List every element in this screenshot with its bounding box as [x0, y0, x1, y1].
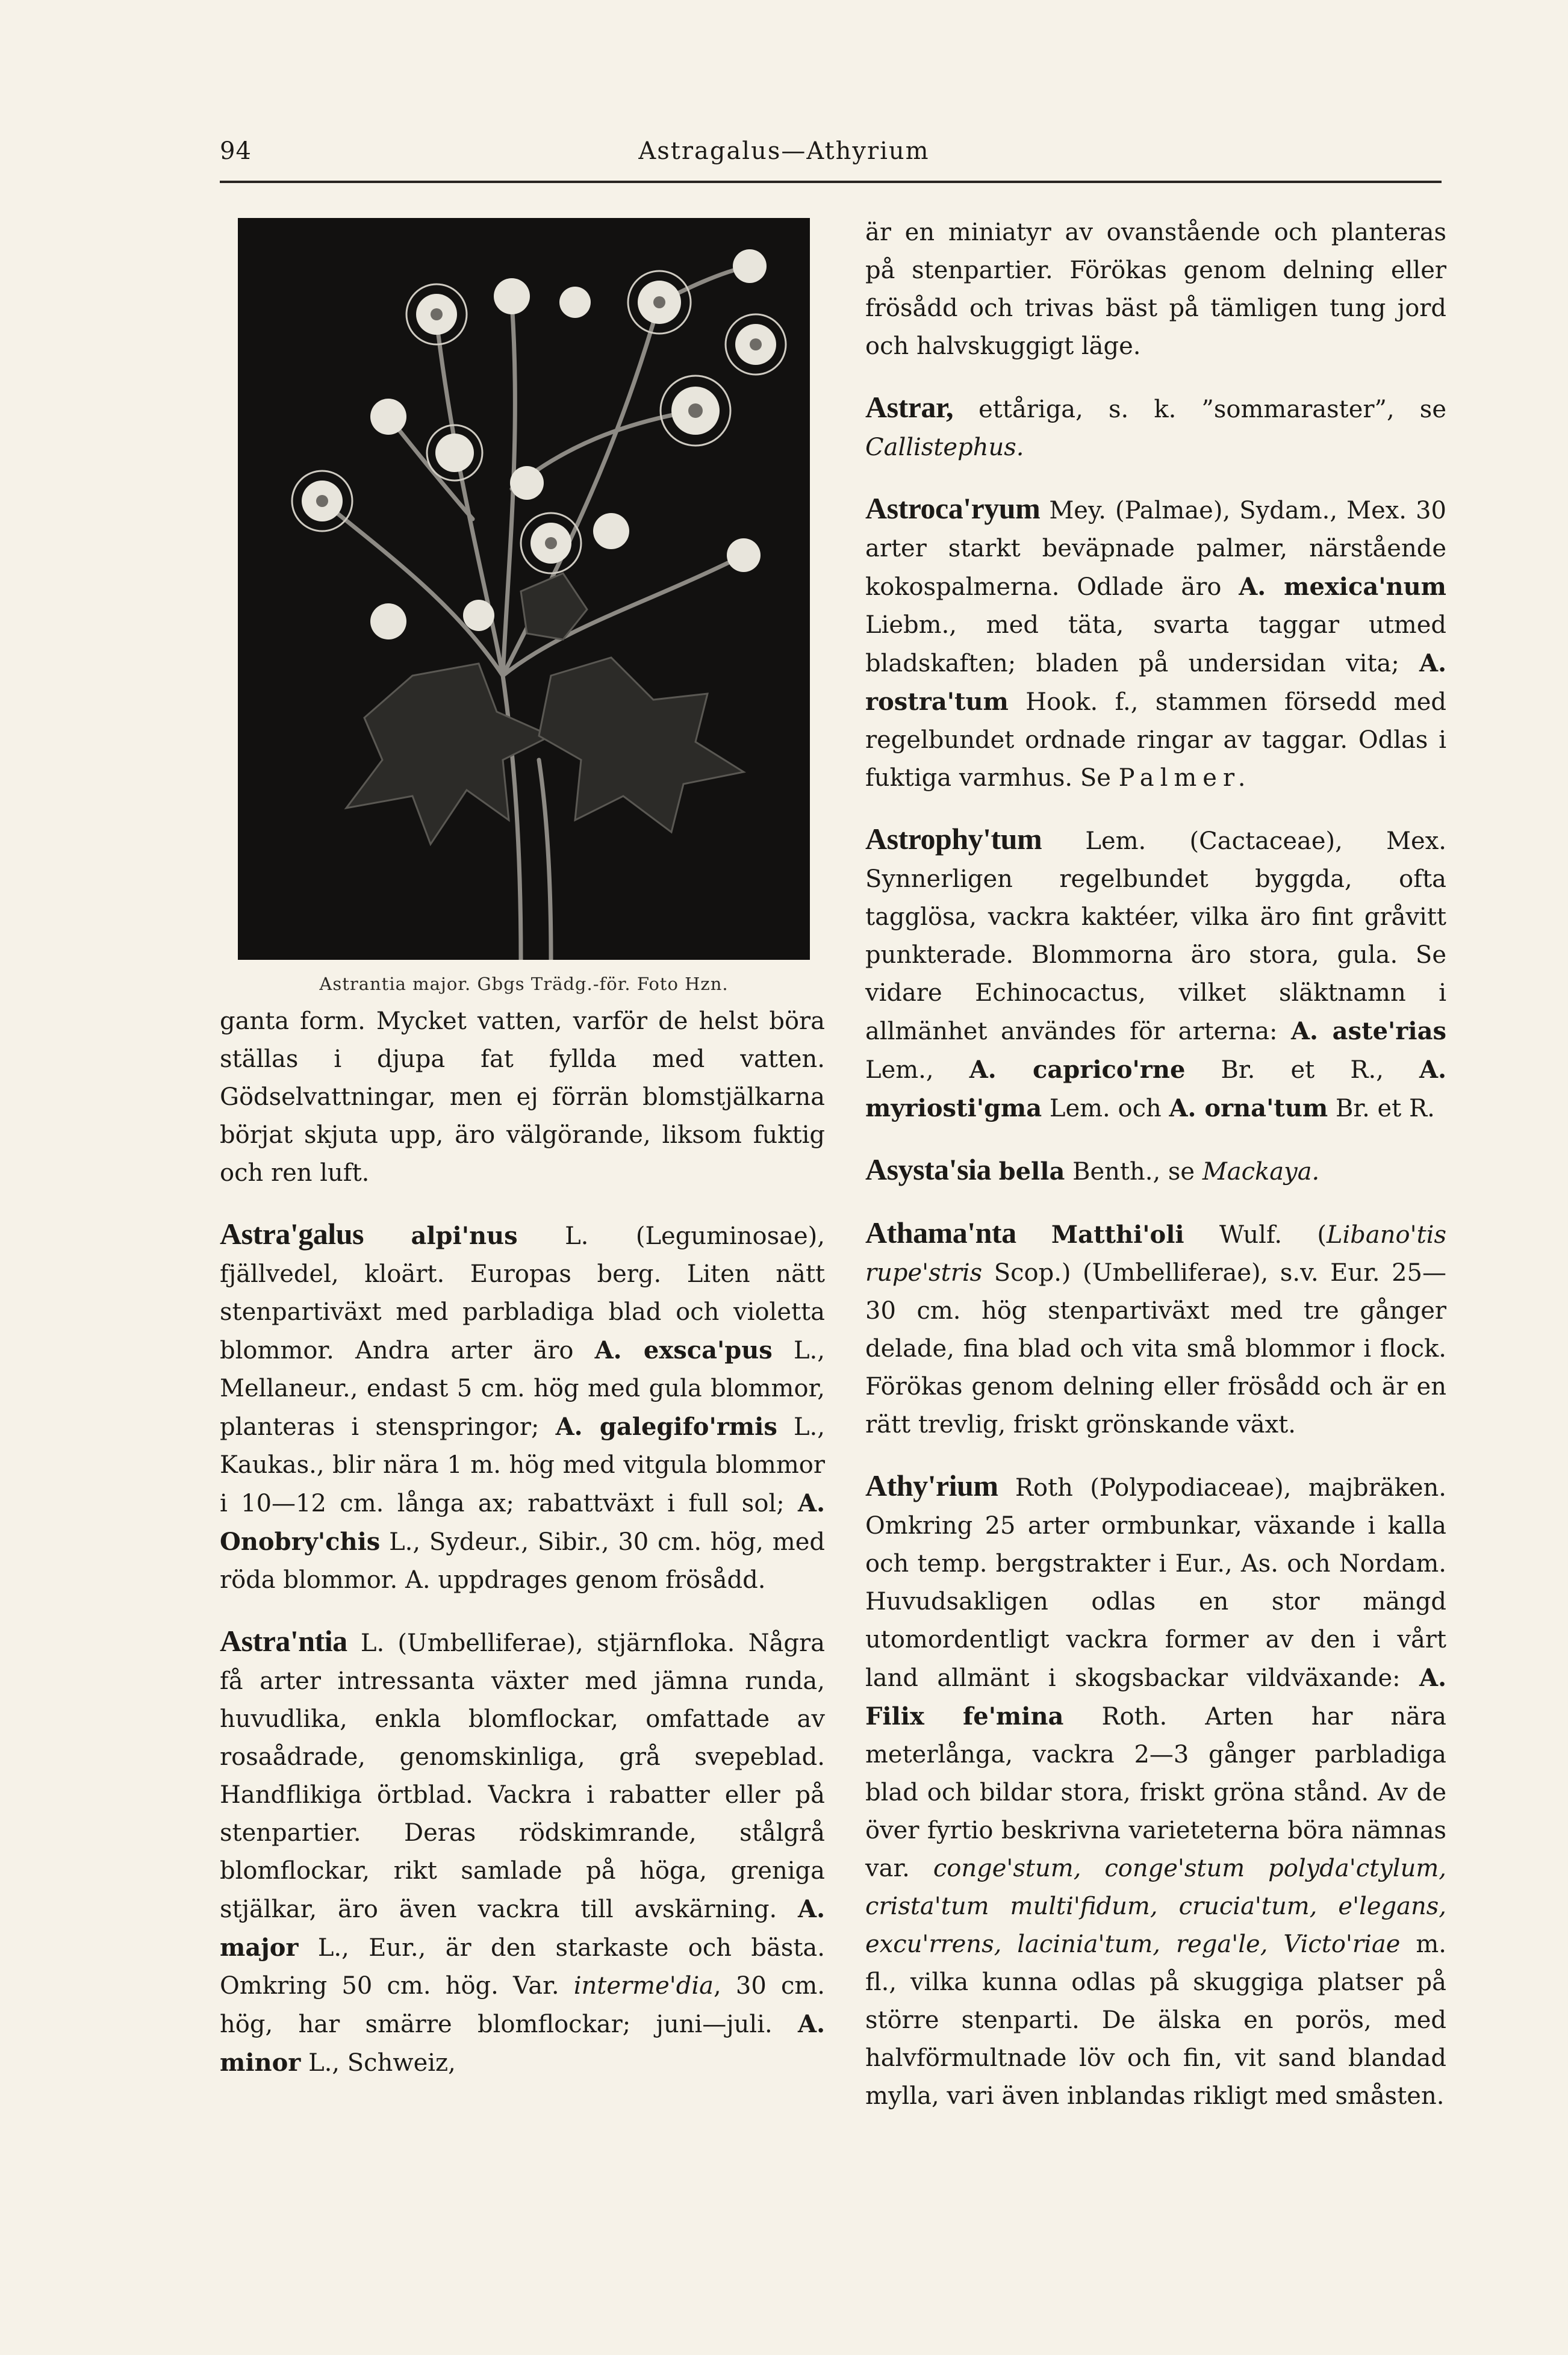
species-name: A. Filix fe'mina: [865, 1664, 1446, 1731]
continued-paragraph: ganta form. Mycket vatten, varför de helst böra ställas i djupa fat fyllda med vatten. Gödselvattningar, men ej förrän blomstjälkarna börjat skjuta upp, äro välgörande, liksom fuktig och ren luft.: [220, 1007, 825, 1187]
entry-astrantia: [220, 1622, 825, 2082]
variety-name: interme'dia: [573, 1972, 714, 2000]
species-name: Matthi'oli: [1051, 1221, 1184, 1249]
entry-astrophytum: [865, 820, 1446, 1128]
entry-text: Roth. Arten har nära meterlånga, vackra 2—3 gånger parbladiga blad och bildar stora, friskt gröna stånd. Av de över fyrtio beskrivna varieteterna böra nämnas var.: [865, 1703, 1447, 1882]
species-name: A. galegifo'rmis: [555, 1413, 777, 1441]
entry-text: Scop.) (Umbelliferae), s.v. Eur. 25—30 cm. hög stenpartiväxt med tre gånger delade, fina blad och vita små blommor i flock. Förökas genom delning eller frösådd och är en rätt trevlig, friskt grönskande växt.: [865, 1259, 1446, 1439]
entry-headword: Astrar,: [865, 390, 954, 424]
entry-astrocaryum: [865, 490, 1446, 797]
entry-text: L. (Leguminosae), fjällvedel, kloärt. Europas berg. Liten nätt stenpartiväxt med parbladiga blad och violetta blommor. Andra arter äro: [220, 1222, 825, 1364]
entry-astragalus: [220, 1215, 825, 1599]
species-name: A. major: [220, 1895, 825, 1962]
entry-text: , 30 cm. hög, har smärre blomflockar; juni—juli.: [220, 1972, 825, 2038]
entry-asystasia: [865, 1151, 1446, 1191]
entry-text: L., Mellaneur., endast 5 cm. hög med gula blommor, planteras i stenspringor;: [220, 1337, 825, 1441]
page-number: 94: [220, 137, 252, 165]
cross-reference: Mackaya.: [1202, 1158, 1320, 1186]
running-head: Astragalus—Athyrium: [638, 137, 930, 165]
entry-text: Br. et R.: [1328, 1095, 1435, 1122]
species-name: A. myriosti'gma: [865, 1056, 1446, 1122]
entry-text: L., Eur., är den starkaste och bästa. Omkring 50 cm. hög. Var.: [220, 1934, 825, 2000]
entry-text: L., Sydeur., Sibir., 30 cm. hög, med röda blommor. A. uppdrages genom frösådd.: [220, 1528, 825, 1594]
entry-text: Roth (Polypodiaceae), majbräken. Omkring 25 arter ormbunkar, växande i kalla och temp. bergstrakter i Eur., As. och Nordam. Huvudsakligen odlas en stor mängd utomordentligt vackra former av den i vårt land allmänt i skogsbackar vildväxande:: [865, 1474, 1446, 1692]
species-name: A. exsca'pus: [594, 1336, 773, 1364]
entry-headword: Astra'galus: [220, 1217, 364, 1251]
header-rule: [220, 181, 1442, 183]
entry-text: L. (Umbelliferae), stjärnfloka. Några få arter intressanta växter med jämna runda, huvudlika, enkla blomflockar, omfattade av rosaådrade, genomskinliga, grå svepeblad. Handflikiga örtblad. Vackra i rabatter eller på stenpartier. Deras rödskimrande, stålgrå blomflockar, rikt samlade på höga, greniga stjälkar, äro även vackra till avskärning.: [220, 1629, 825, 1923]
species-name: A. caprico'rne: [969, 1056, 1186, 1084]
entry-astrar: [865, 388, 1446, 467]
entry-headword: Asysta'sia: [865, 1153, 991, 1186]
entry-text: L., Kaukas., blir nära 1 m. hög med vitgula blommor i 10—12 cm. långa ax; rabattväxt i full sol;: [220, 1413, 825, 1517]
entry-headword: Astra'ntia: [220, 1624, 347, 1658]
species-name: alpi'nus: [411, 1222, 518, 1250]
entry-text: Hook. f., stammen försedd med regelbundet ordnade ringar av taggar. Odlas i fuktiga varmhus. Se: [865, 688, 1446, 792]
species-name: A. mexica'num: [1239, 573, 1446, 601]
cross-reference: Palmer.: [1118, 764, 1252, 792]
synonym-name: Libano'tis rupe'stris: [865, 1221, 1446, 1287]
species-name: A. Onobry'chis: [220, 1489, 825, 1556]
flower-photo-illustration: [238, 218, 810, 960]
entry-text: [364, 1222, 411, 1250]
entry-headword: Athama'nta: [865, 1216, 1016, 1249]
variety-names: conge'stum, conge'stum polyda'ctylum, crista'tum multi'fidum, crucia'tum, e'legans, excu'rrens, lacinia'tum, rega'le, Victo'riae: [865, 1855, 1446, 1958]
species-name: A. aste'rias: [1291, 1017, 1446, 1045]
page-header: [220, 137, 1348, 185]
entry-text: m. fl., vilka kunna odlas på skuggiga platser på större stenparti. De älska en porös, med halvförmultnade löv och fin, vit sand blandad mylla, vari även inblandas rikligt med småsten.: [865, 1930, 1447, 2110]
entry-text: [1016, 1221, 1051, 1249]
entry-text: L., Schweiz,: [300, 2049, 456, 2077]
entry-headword: Astroca'ryum: [865, 491, 1041, 525]
entry-text: Br. et R.,: [1185, 1056, 1420, 1084]
entry-text: Lem. och: [1042, 1095, 1169, 1122]
species-name: A. rostra'tum: [865, 649, 1446, 716]
cross-reference: Callistephus.: [865, 434, 1024, 461]
entry-text: Benth., se: [1065, 1158, 1202, 1186]
entry-text: Wulf. (: [1184, 1221, 1327, 1249]
entry-text: Lem.,: [865, 1056, 969, 1084]
left-column: [220, 1003, 825, 2082]
entry-text: Mey. (Palmae), Sydam., Mex. 30 arter starkt beväpnade palmer, närstående kokospalmerna. Odlade äro: [865, 497, 1446, 601]
entry-text: Lem. (Cactaceae), Mex. Synnerligen regelbundet byggda, ofta tagglösa, vackra kaktéer, vilka äro fint gråvitt punkterade. Blommorna äro stora, gula. Se vidare Echinocactus, vilket släktnamn i allmänhet användes för arterna:: [865, 827, 1446, 1045]
entry-text: [991, 1158, 999, 1186]
entry-text: ettåriga, s. k. ”sommaraster”, se: [953, 396, 1446, 423]
entry-text: Liebm., med täta, svarta taggar utmed bladskaften; bladen på undersidan vita;: [865, 611, 1446, 677]
continued-paragraph: är en miniatyr av ovanstående och planteras på stenpartier. Förökas genom delning eller frösådd och trivas bäst på tämligen tung jord och halvskuggigt läge.: [865, 219, 1446, 360]
figure-caption: Astrantia major. Gbgs Trädg.-för. Foto Hzn.: [319, 974, 729, 994]
astrantia-photo: [238, 218, 810, 960]
entry-headword: Athy'rium: [865, 1469, 998, 1502]
entry-athyrium: [865, 1467, 1446, 2115]
right-column: [865, 214, 1446, 2115]
species-name: A. orna'tum: [1169, 1094, 1328, 1122]
entry-athamanta: [865, 1214, 1446, 1444]
species-name: A. minor: [220, 2010, 825, 2077]
species-name: bella: [998, 1157, 1065, 1186]
entry-headword: Astrophy'tum: [865, 822, 1042, 856]
